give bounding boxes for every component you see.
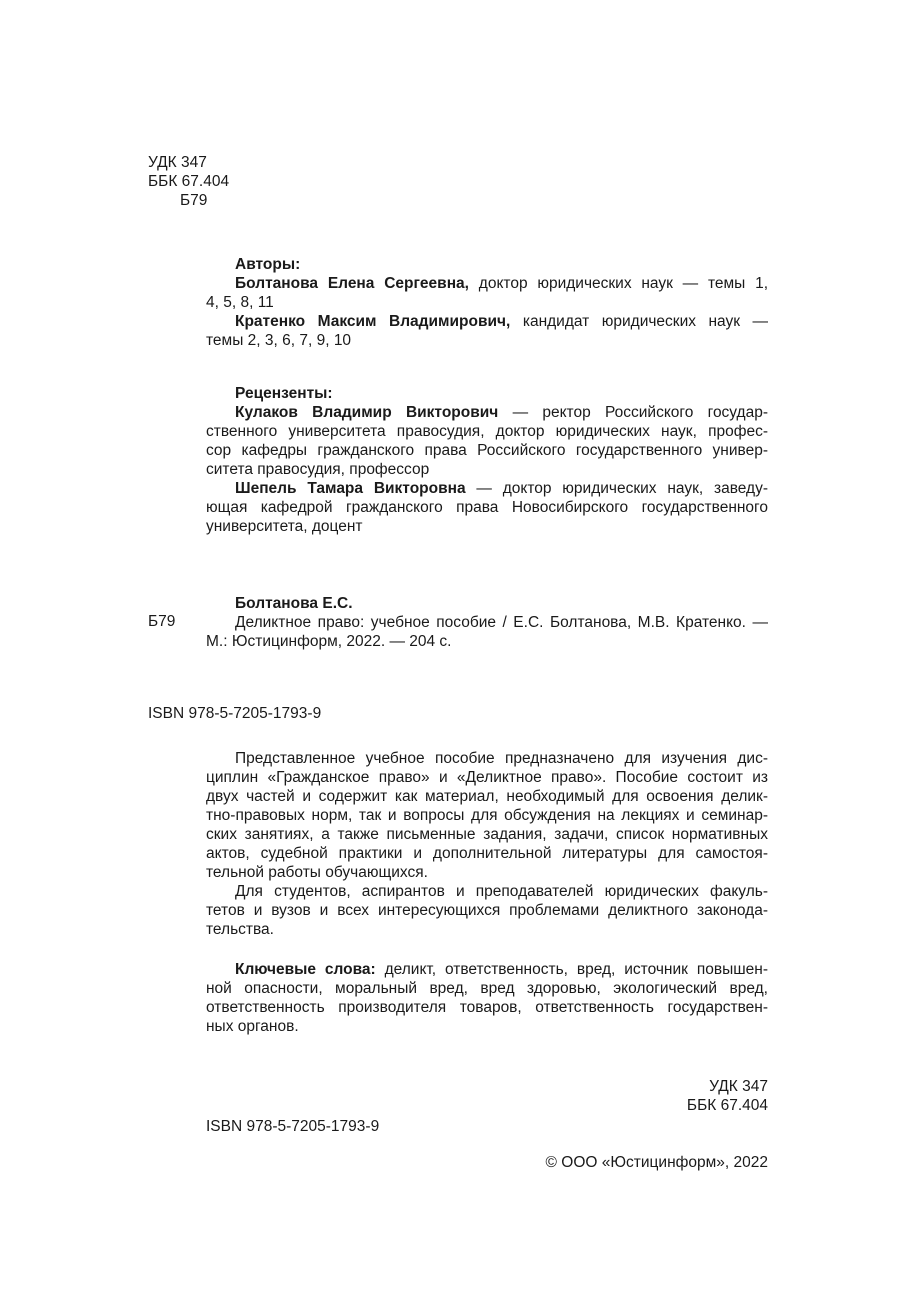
abstract-p1-line-6: актов, судебной практики и дополнительной литературы для самостоя- xyxy=(206,845,768,862)
keywords-line-3: ответственность производителя товаров, ответственность государствен- xyxy=(206,999,768,1016)
abstract-p2-line-2: тетов и вузов и всех интересующихся проблемами деликтного законода- xyxy=(206,902,768,919)
abstract-p2-line-1: Для студентов, аспирантов и преподавателей юридических факуль- xyxy=(235,883,768,900)
author-mark: Б79 xyxy=(180,192,208,209)
reviewer-1-line-2: ственного университета правосудия, доктор юридических наук, профес- xyxy=(206,423,768,440)
author-2-line-1 xyxy=(206,312,768,331)
author-1-line-2: 4, 5, 8, 11 xyxy=(206,294,274,311)
author-1-rest: доктор юридических наук — темы 1, xyxy=(469,275,768,292)
authors-section xyxy=(206,255,768,350)
keywords-line-4: ных органов. xyxy=(206,1018,299,1035)
keywords-line-2: ной опасности, моральный вред, вред здоровью, экологический вред, xyxy=(206,980,768,997)
abstract-p1-line-5: ских занятиях, а также письменные задания, задачи, список нормативных xyxy=(206,826,768,843)
reviewer-1-rest: — ректор Российского государ- xyxy=(498,404,768,421)
reviewer-1-line-4: ситета правосудия, профессор xyxy=(206,461,430,478)
isbn-bottom: ISBN 978-5-7205-1793-9 xyxy=(206,1118,380,1135)
keywords-section xyxy=(206,960,768,1036)
abstract-p1-line-2: циплин «Гражданское право» и «Деликтное право». Пособие состоит из xyxy=(206,769,768,786)
abstract-section xyxy=(206,749,768,939)
reviewer-1-line-1 xyxy=(206,403,768,422)
bbk-code: ББК 67.404 xyxy=(148,173,230,190)
author-2-rest: кандидат юридических наук — xyxy=(510,313,769,330)
bibliography-section xyxy=(206,594,768,651)
copyright: © ООО «Юстицинформ», 2022 xyxy=(545,1154,768,1171)
author-2-name: Кратенко Максим Владимирович, xyxy=(235,313,511,330)
reviewer-2-line-1 xyxy=(206,479,768,498)
reviewer-2-rest: — доктор юридических наук, заведу- xyxy=(465,480,768,497)
keywords-label: Ключевые слова: xyxy=(235,961,376,978)
reviewer-1-line-3: сор кафедры гражданского права Российского государственного универ- xyxy=(206,442,768,459)
reviewer-2-line-2: ющая кафедрой гражданского права Новосибирского государственного xyxy=(206,499,768,516)
bibliography-line-1: Деликтное право: учебное пособие / Е.С. Болтанова, М.В. Кратенко. — xyxy=(235,614,768,631)
author-1-name: Болтанова Елена Сергеевна, xyxy=(235,275,469,292)
author-2-line-2: темы 2, 3, 6, 7, 9, 10 xyxy=(206,332,352,349)
udk-code-bottom: УДК 347 xyxy=(709,1078,768,1095)
reviewers-heading: Рецензенты: xyxy=(235,385,333,402)
keywords-line-1 xyxy=(206,960,768,979)
bibliography-author: Болтанова Е.С. xyxy=(235,595,353,612)
bibliography-mark: Б79 xyxy=(148,613,176,630)
bibliography-line-2: М.: Юстицинформ, 2022. — 204 с. xyxy=(206,633,452,650)
classification-bottom xyxy=(687,1077,768,1115)
abstract-p1-line-1: Представленное учебное пособие предназначено для изучения дис- xyxy=(235,750,768,767)
reviewers-section xyxy=(206,384,768,536)
reviewer-1-name: Кулаков Владимир Викторович xyxy=(235,404,499,421)
reviewer-2-name: Шепель Тамара Викторовна xyxy=(235,480,466,497)
author-1-line-1 xyxy=(206,274,768,293)
abstract-p1-line-4: тно-правовых норм, так и вопросы для обсуждения на лекциях и семинар- xyxy=(206,807,768,824)
bbk-code-bottom: ББК 67.404 xyxy=(686,1097,768,1114)
abstract-p2-line-3: тельства. xyxy=(206,921,274,938)
keywords-line-1-rest: деликт, ответственность, вред, источник повышен- xyxy=(375,961,768,978)
authors-heading: Авторы: xyxy=(235,256,301,273)
reviewer-2-line-3: университета, доцент xyxy=(206,518,363,535)
abstract-p1-line-7: тельной работы обучающихся. xyxy=(206,864,428,881)
isbn-top: ISBN 978-5-7205-1793-9 xyxy=(148,705,322,722)
abstract-p1-line-3: двух частей и содержит как материал, необходимый для освоения делик- xyxy=(206,788,768,805)
classification-top xyxy=(148,153,229,210)
udk-code: УДК 347 xyxy=(148,154,207,171)
